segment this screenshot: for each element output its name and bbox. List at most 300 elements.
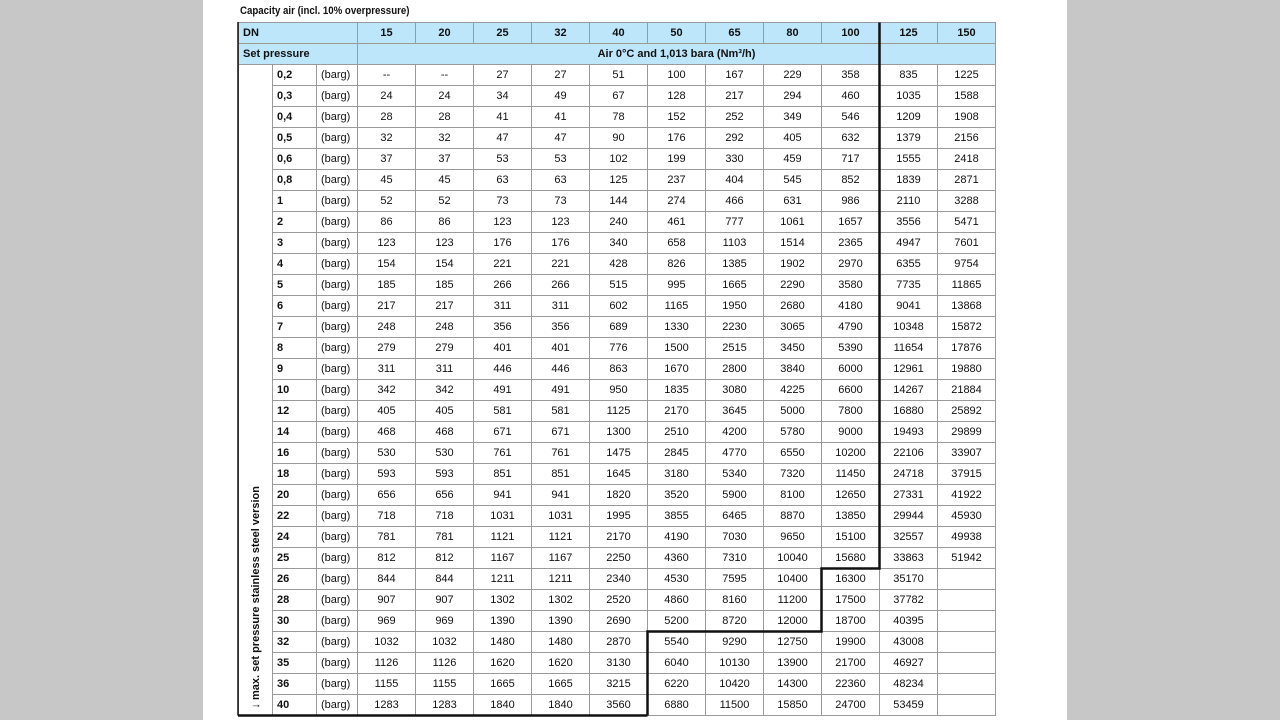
capacity-cell: 3645: [706, 401, 764, 422]
unit-label: (barg): [317, 443, 358, 464]
capacity-cell: 28: [358, 107, 416, 128]
capacity-cell: 5390: [822, 338, 880, 359]
capacity-cell: 446: [532, 359, 590, 380]
capacity-cell: 15872: [938, 317, 996, 338]
capacity-cell: 1035: [880, 86, 938, 107]
capacity-cell: 3065: [764, 317, 822, 338]
table-caption: Capacity air (incl. 10% overpressure): [240, 5, 410, 17]
capacity-cell: 835: [880, 65, 938, 86]
capacity-cell: 19900: [822, 632, 880, 653]
capacity-cell: 401: [532, 338, 590, 359]
capacity-cell: 28: [416, 107, 474, 128]
capacity-cell: 73: [474, 191, 532, 212]
capacity-cell: 47: [532, 128, 590, 149]
capacity-cell: 2418: [938, 149, 996, 170]
capacity-cell: [938, 695, 996, 716]
capacity-cell: 27331: [880, 485, 938, 506]
capacity-cell: 294: [764, 86, 822, 107]
unit-label: (barg): [317, 464, 358, 485]
capacity-cell: 51942: [938, 548, 996, 569]
capacity-cell: 22360: [822, 674, 880, 695]
capacity-cell: 358: [822, 65, 880, 86]
capacity-cell: 4947: [880, 233, 938, 254]
dn-header-row: [239, 23, 996, 44]
capacity-cell: 15100: [822, 527, 880, 548]
capacity-cell: 152: [648, 107, 706, 128]
capacity-cell: 32: [416, 128, 474, 149]
set-pressure-header-row: [239, 44, 996, 65]
capacity-cell: 1167: [474, 548, 532, 569]
capacity-cell: 5340: [706, 464, 764, 485]
capacity-cell: 86: [416, 212, 474, 233]
capacity-cell: 11450: [822, 464, 880, 485]
capacity-cell: 252: [706, 107, 764, 128]
capacity-cell: 405: [416, 401, 474, 422]
capacity-cell: 154: [358, 254, 416, 275]
capacity-cell: 128: [648, 86, 706, 107]
unit-label: (barg): [317, 317, 358, 338]
capacity-cell: 4530: [648, 569, 706, 590]
capacity-cell: 51: [590, 65, 648, 86]
capacity-cell: 13900: [764, 653, 822, 674]
capacity-cell: 27: [474, 65, 532, 86]
capacity-cell: 43008: [880, 632, 938, 653]
capacity-cell: 52: [358, 191, 416, 212]
set-pressure-value: 22: [273, 506, 317, 527]
medium-label: Air 0°C and 1,013 bara (Nm³/h): [358, 44, 996, 65]
capacity-cell: 67: [590, 86, 648, 107]
capacity-cell: 515: [590, 275, 648, 296]
capacity-cell: 9650: [764, 527, 822, 548]
capacity-cell: 1620: [474, 653, 532, 674]
capacity-cell: 3560: [590, 695, 648, 716]
unit-label: (barg): [317, 653, 358, 674]
set-pressure-value: 0,5: [273, 128, 317, 149]
capacity-cell: 32557: [880, 527, 938, 548]
capacity-cell: 15680: [822, 548, 880, 569]
capacity-cell: 405: [358, 401, 416, 422]
capacity-cell: 826: [648, 254, 706, 275]
dn-header-65: 65: [706, 23, 764, 44]
capacity-cell: 761: [474, 443, 532, 464]
capacity-cell: 8720: [706, 611, 764, 632]
capacity-cell: 1031: [532, 506, 590, 527]
capacity-cell: 1480: [474, 632, 532, 653]
capacity-cell: 1121: [532, 527, 590, 548]
table-row: [239, 464, 996, 485]
capacity-cell: 5780: [764, 422, 822, 443]
unit-label: (barg): [317, 86, 358, 107]
capacity-cell: 11500: [706, 695, 764, 716]
capacity-cell: 2515: [706, 338, 764, 359]
table-row: [239, 128, 996, 149]
capacity-cell: 1061: [764, 212, 822, 233]
capacity-cell: 3580: [822, 275, 880, 296]
table-row: [239, 254, 996, 275]
capacity-cell: 6550: [764, 443, 822, 464]
capacity-cell: 9290: [706, 632, 764, 653]
capacity-cell: 1209: [880, 107, 938, 128]
capacity-cell: 41: [474, 107, 532, 128]
capacity-cell: 777: [706, 212, 764, 233]
capacity-cell: 2970: [822, 254, 880, 275]
capacity-cell: 7595: [706, 569, 764, 590]
dn-header-150: 150: [938, 23, 996, 44]
capacity-cell: 49: [532, 86, 590, 107]
capacity-cell: 658: [648, 233, 706, 254]
capacity-cell: 405: [764, 128, 822, 149]
capacity-cell: 1902: [764, 254, 822, 275]
capacity-cell: 602: [590, 296, 648, 317]
capacity-cell: 812: [416, 548, 474, 569]
capacity-cell: 3080: [706, 380, 764, 401]
capacity-cell: 2680: [764, 296, 822, 317]
capacity-cell: 969: [358, 611, 416, 632]
capacity-cell: [938, 569, 996, 590]
table-row: [239, 632, 996, 653]
unit-label: (barg): [317, 485, 358, 506]
capacity-cell: 446: [474, 359, 532, 380]
unit-label: (barg): [317, 674, 358, 695]
capacity-cell: 248: [416, 317, 474, 338]
capacity-cell: 2156: [938, 128, 996, 149]
capacity-cell: 2250: [590, 548, 648, 569]
capacity-cell: 1665: [706, 275, 764, 296]
capacity-cell: 7030: [706, 527, 764, 548]
capacity-cell: 48234: [880, 674, 938, 695]
capacity-cell: 2870: [590, 632, 648, 653]
capacity-cell: 33863: [880, 548, 938, 569]
capacity-cell: 41922: [938, 485, 996, 506]
capacity-cell: 3130: [590, 653, 648, 674]
unit-label: (barg): [317, 359, 358, 380]
capacity-cell: 986: [822, 191, 880, 212]
capacity-cell: 1840: [532, 695, 590, 716]
capacity-cell: 7601: [938, 233, 996, 254]
capacity-cell: 460: [822, 86, 880, 107]
capacity-cell: 5471: [938, 212, 996, 233]
capacity-cell: 10420: [706, 674, 764, 695]
capacity-cell: 6600: [822, 380, 880, 401]
capacity-cell: 1839: [880, 170, 938, 191]
capacity-cell: 2290: [764, 275, 822, 296]
unit-label: (barg): [317, 149, 358, 170]
dn-header-25: 25: [474, 23, 532, 44]
capacity-cell: 581: [532, 401, 590, 422]
capacity-cell: 1032: [416, 632, 474, 653]
capacity-cell: 17876: [938, 338, 996, 359]
set-pressure-value: 5: [273, 275, 317, 296]
unit-label: (barg): [317, 590, 358, 611]
unit-label: (barg): [317, 527, 358, 548]
capacity-cell: 14300: [764, 674, 822, 695]
capacity-cell: 1225: [938, 65, 996, 86]
capacity-cell: 221: [532, 254, 590, 275]
capacity-cell: 8100: [764, 485, 822, 506]
capacity-cell: 1657: [822, 212, 880, 233]
unit-label: (barg): [317, 338, 358, 359]
capacity-cell: 16300: [822, 569, 880, 590]
capacity-cell: 1385: [706, 254, 764, 275]
unit-label: (barg): [317, 212, 358, 233]
capacity-cell: 1950: [706, 296, 764, 317]
capacity-cell: 995: [648, 275, 706, 296]
capacity-cell: 342: [416, 380, 474, 401]
capacity-cell: 2690: [590, 611, 648, 632]
capacity-cell: 1908: [938, 107, 996, 128]
capacity-cell: 1820: [590, 485, 648, 506]
capacity-cell: 530: [358, 443, 416, 464]
capacity-cell: 100: [648, 65, 706, 86]
capacity-cell: 29944: [880, 506, 938, 527]
capacity-cell: 1302: [474, 590, 532, 611]
capacity-cell: 11654: [880, 338, 938, 359]
set-pressure-value: 35: [273, 653, 317, 674]
table-row: [239, 275, 996, 296]
capacity-cell: 689: [590, 317, 648, 338]
table-row: [239, 422, 996, 443]
capacity-cell: 4770: [706, 443, 764, 464]
unit-label: (barg): [317, 506, 358, 527]
capacity-cell: 10348: [880, 317, 938, 338]
capacity-cell: 1121: [474, 527, 532, 548]
capacity-cell: 941: [532, 485, 590, 506]
capacity-cell: 907: [358, 590, 416, 611]
capacity-cell: 781: [416, 527, 474, 548]
set-pressure-value: 0,4: [273, 107, 317, 128]
capacity-cell: 45930: [938, 506, 996, 527]
capacity-cell: 5200: [648, 611, 706, 632]
table-row: [239, 86, 996, 107]
capacity-cell: 1300: [590, 422, 648, 443]
capacity-cell: 9000: [822, 422, 880, 443]
capacity-cell: 3855: [648, 506, 706, 527]
capacity-cell: 167: [706, 65, 764, 86]
capacity-cell: 240: [590, 212, 648, 233]
capacity-cell: 2230: [706, 317, 764, 338]
dn-header-15: 15: [358, 23, 416, 44]
capacity-cell: 12750: [764, 632, 822, 653]
capacity-cell: 631: [764, 191, 822, 212]
capacity-cell: [938, 674, 996, 695]
capacity-cell: 656: [358, 485, 416, 506]
capacity-cell: 40395: [880, 611, 938, 632]
capacity-cell: 461: [648, 212, 706, 233]
capacity-cell: 844: [358, 569, 416, 590]
capacity-cell: 2871: [938, 170, 996, 191]
capacity-cell: 37: [416, 149, 474, 170]
capacity-cell: 2340: [590, 569, 648, 590]
max-pressure-side-label-cell: [239, 65, 273, 716]
capacity-cell: 90: [590, 128, 648, 149]
capacity-cell: 3215: [590, 674, 648, 695]
capacity-cell: 1390: [474, 611, 532, 632]
capacity-cell: 292: [706, 128, 764, 149]
capacity-cell: 632: [822, 128, 880, 149]
capacity-cell: 5000: [764, 401, 822, 422]
capacity-cell: 311: [358, 359, 416, 380]
set-pressure-value: 7: [273, 317, 317, 338]
capacity-cell: 45: [358, 170, 416, 191]
capacity-cell: 185: [416, 275, 474, 296]
table-row: [239, 212, 996, 233]
capacity-cell: 274: [648, 191, 706, 212]
unit-label: (barg): [317, 422, 358, 443]
capacity-cell: 3556: [880, 212, 938, 233]
set-pressure-value: 0,6: [273, 149, 317, 170]
capacity-cell: [938, 590, 996, 611]
set-pressure-value: 18: [273, 464, 317, 485]
set-pressure-value: 14: [273, 422, 317, 443]
unit-label: (barg): [317, 611, 358, 632]
capacity-cell: 781: [358, 527, 416, 548]
capacity-cell: 53: [474, 149, 532, 170]
capacity-cell: 176: [532, 233, 590, 254]
capacity-cell: 45: [416, 170, 474, 191]
capacity-cell: 1390: [532, 611, 590, 632]
dn-header-80: 80: [764, 23, 822, 44]
table-row: [239, 170, 996, 191]
dn-header-50: 50: [648, 23, 706, 44]
capacity-cell: 1283: [358, 695, 416, 716]
capacity-cell: 1103: [706, 233, 764, 254]
capacity-cell: 24718: [880, 464, 938, 485]
unit-label: (barg): [317, 548, 358, 569]
unit-label: (barg): [317, 233, 358, 254]
capacity-cell: 123: [416, 233, 474, 254]
table-row: [239, 107, 996, 128]
capacity-cell: 761: [532, 443, 590, 464]
capacity-cell: 32: [358, 128, 416, 149]
capacity-cell: 25892: [938, 401, 996, 422]
capacity-cell: 2800: [706, 359, 764, 380]
capacity-cell: 1126: [358, 653, 416, 674]
dn-header-40: 40: [590, 23, 648, 44]
capacity-cell: 1167: [532, 548, 590, 569]
capacity-cell: 248: [358, 317, 416, 338]
unit-label: (barg): [317, 632, 358, 653]
capacity-cell: 3288: [938, 191, 996, 212]
capacity-cell: 1555: [880, 149, 938, 170]
set-pressure-value: 30: [273, 611, 317, 632]
capacity-cell: 311: [474, 296, 532, 317]
capacity-cell: 4360: [648, 548, 706, 569]
capacity-cell: 11200: [764, 590, 822, 611]
capacity-cell: 154: [416, 254, 474, 275]
table-row: [239, 359, 996, 380]
capacity-cell: 718: [358, 506, 416, 527]
set-pressure-value: 25: [273, 548, 317, 569]
capacity-cell: 1840: [474, 695, 532, 716]
unit-label: (barg): [317, 107, 358, 128]
capacity-cell: 16880: [880, 401, 938, 422]
capacity-cell: 2845: [648, 443, 706, 464]
capacity-cell: 851: [474, 464, 532, 485]
capacity-cell: 53459: [880, 695, 938, 716]
capacity-cell: 1155: [416, 674, 474, 695]
capacity-cell: 907: [416, 590, 474, 611]
capacity-cell: 1302: [532, 590, 590, 611]
capacity-cell: 1665: [474, 674, 532, 695]
unit-label: (barg): [317, 569, 358, 590]
capacity-cell: 18700: [822, 611, 880, 632]
set-pressure-value: 9: [273, 359, 317, 380]
unit-label: (barg): [317, 254, 358, 275]
capacity-cell: 27: [532, 65, 590, 86]
capacity-cell: 63: [532, 170, 590, 191]
capacity-cell: 46927: [880, 653, 938, 674]
set-pressure-value: 8: [273, 338, 317, 359]
set-pressure-value: 36: [273, 674, 317, 695]
capacity-cell: 8160: [706, 590, 764, 611]
capacity-cell: 349: [764, 107, 822, 128]
set-pressure-value: 12: [273, 401, 317, 422]
capacity-cell: 6465: [706, 506, 764, 527]
capacity-cell: 24: [416, 86, 474, 107]
capacity-cell: 4180: [822, 296, 880, 317]
set-pressure-value: 28: [273, 590, 317, 611]
capacity-cell: 19880: [938, 359, 996, 380]
capacity-cell: 581: [474, 401, 532, 422]
table-row: [239, 149, 996, 170]
unit-label: (barg): [317, 401, 358, 422]
capacity-cell: 5540: [648, 632, 706, 653]
capacity-cell: 176: [648, 128, 706, 149]
capacity-cell: 29899: [938, 422, 996, 443]
set-pressure-value: 10: [273, 380, 317, 401]
capacity-cell: 1500: [648, 338, 706, 359]
capacity-cell: --: [416, 65, 474, 86]
capacity-cell: 123: [474, 212, 532, 233]
capacity-cell: 15850: [764, 695, 822, 716]
set-pressure-value: 32: [273, 632, 317, 653]
capacity-cell: 144: [590, 191, 648, 212]
capacity-cell: 2170: [590, 527, 648, 548]
capacity-cell: 217: [358, 296, 416, 317]
dn-header-100: 100: [822, 23, 880, 44]
unit-label: (barg): [317, 65, 358, 86]
capacity-cell: 950: [590, 380, 648, 401]
capacity-cell: 279: [416, 338, 474, 359]
capacity-cell: 10130: [706, 653, 764, 674]
capacity-cell: 546: [822, 107, 880, 128]
capacity-cell: 24: [358, 86, 416, 107]
capacity-cell: 73: [532, 191, 590, 212]
capacity-cell: 4860: [648, 590, 706, 611]
capacity-cell: 4200: [706, 422, 764, 443]
capacity-cell: 717: [822, 149, 880, 170]
unit-label: (barg): [317, 191, 358, 212]
capacity-cell: 1125: [590, 401, 648, 422]
capacity-cell: 279: [358, 338, 416, 359]
capacity-cell: 6220: [648, 674, 706, 695]
unit-label: (barg): [317, 296, 358, 317]
capacity-cell: 1211: [532, 569, 590, 590]
capacity-cell: 185: [358, 275, 416, 296]
capacity-cell: 10040: [764, 548, 822, 569]
capacity-cell: [938, 653, 996, 674]
set-pressure-value: 0,8: [273, 170, 317, 191]
capacity-cell: 21884: [938, 380, 996, 401]
dn-header-32: 32: [532, 23, 590, 44]
capacity-cell: 356: [474, 317, 532, 338]
table-row: [239, 569, 996, 590]
capacity-cell: 1475: [590, 443, 648, 464]
capacity-cell: 78: [590, 107, 648, 128]
unit-label: (barg): [317, 380, 358, 401]
capacity-cell: 812: [358, 548, 416, 569]
capacity-cell: 6040: [648, 653, 706, 674]
